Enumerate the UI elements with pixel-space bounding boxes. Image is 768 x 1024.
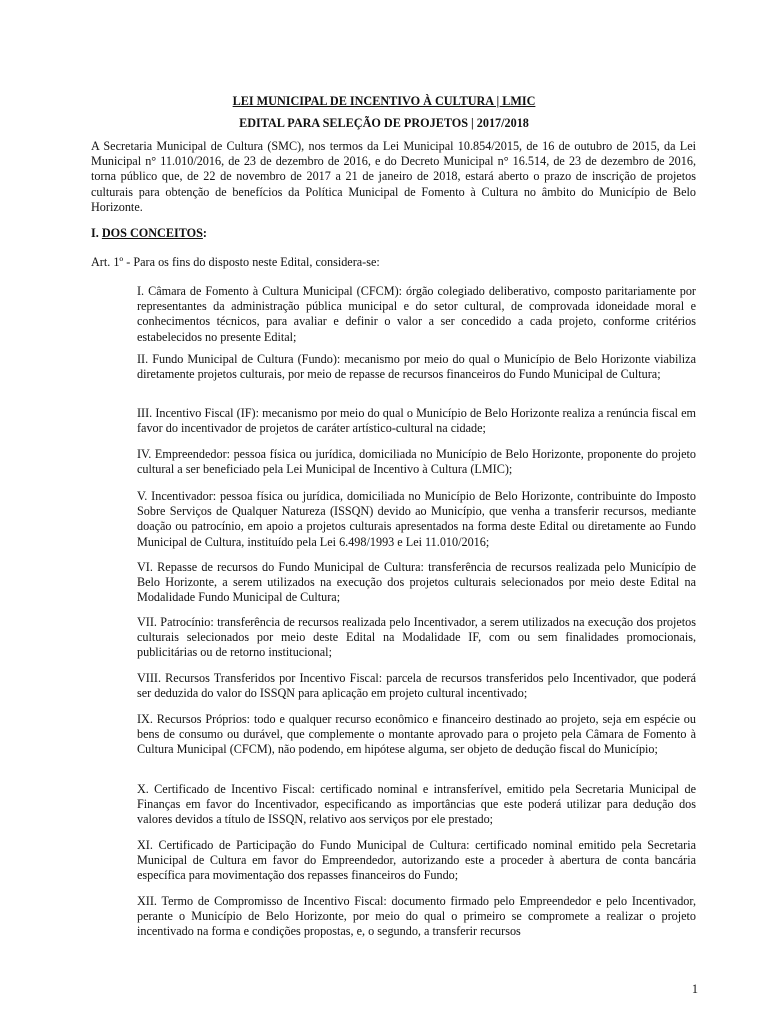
section-title: DOS CONCEITOS [101,226,203,240]
definition-item-8: VIII. Recursos Transferidos por Incentivo Fiscal: parcela de recursos transferidos pelo Incentivador, que poderá ser deduzida do valor do ISSQN para aplicação em projeto cultural incentivado; [137,671,696,701]
article-paragraph: Art. 1º - Para os fins do disposto neste Edital, considera-se: [91,255,380,269]
page-number: 1 [691,982,698,996]
definition-item-2: II. Fundo Municipal de Cultura (Fundo): mecanismo por meio do qual o Município de Belo Horizonte viabiliza diretamente projetos culturais, por meio de repasse de recursos financeiros do Fundo Municipal de Cultura; [137,352,696,382]
section-number: I. [91,226,102,240]
document-subtitle: EDITAL PARA SELEÇÃO DE PROJETOS | 2017/2018 [239,116,529,130]
definition-item-10: X. Certificado de Incentivo Fiscal: certificado nominal e intransferível, emitido pela Secretaria Municipal de Finanças em favor do Incentivador, especificando as importâncias que este poderá utilizar para dedução dos valores devidos a título de ISSQN, relativo aos serviços por ele prestado; [137,782,696,827]
definition-item-12: XII. Termo de Compromisso de Incentivo Fiscal: documento firmado pelo Empreendedor e pelo Incentivador, perante o Município de Belo Horizonte, por meio do qual o primeiro se compromete a realizar o projeto incentivado na forma e condições propostas, e, o segundo, a transferir recursos [137,894,696,939]
definition-item-1: I. Câmara de Fomento à Cultura Municipal (CFCM): órgão colegiado deliberativo, composto paritariamente por representantes da administração pública municipal e do setor cultural, de comprovada idoneidade moral e conhecimentos técnicos, para avaliar e definir o valor a ser concedido a cada projeto, conforme critérios estabelecidos no presente Edital; [137,284,696,344]
section-colon: : [202,226,207,240]
document-title: LEI MUNICIPAL DE INCENTIVO À CULTURA | LMIC [232,94,536,108]
definition-item-5: V. Incentivador: pessoa física ou jurídica, domiciliada no Município de Belo Horizonte, contribuinte do Imposto Sobre Serviços de Qualquer Natureza (ISSQN) devido ao Município, que venha a transferir recursos, mediante doação ou patrocínio, em apoio a projetos culturais apresentados na forma deste Edital ou diretamente ao Fundo Municipal de Cultura, instituído pela Lei 6.498/1993 e Lei 11.010/2016; [137,489,696,549]
definition-item-11: XI. Certificado de Participação do Fundo Municipal de Cultura: certificado nominal emitido pela Secretaria Municipal de Cultura em favor do Empreendedor, autorizando este a proceder à abertura de conta bancária específica para movimentação dos repasses financeiros do Fundo; [137,838,696,883]
section-heading [91,226,207,241]
definition-item-9: IX. Recursos Próprios: todo e qualquer recurso econômico e financeiro destinado ao projeto, seja em espécie ou bens de consumo ou durável, que complemente o montante aprovado para o projeto pela Câmara de Fomento à Cultura Municipal (CFCM), não podendo, em hipótese alguma, ser objeto de dedução fiscal do Município; [137,712,696,757]
intro-paragraph: A Secretaria Municipal de Cultura (SMC), nos termos da Lei Municipal 10.854/2015, de 16 de outubro de 2015, da Lei Municipal n° 11.010/2016, de 23 de dezembro de 2016, e do Decreto Municipal n° 16.514, de 23 de dezembro de 2016, torna público que, de 22 de novembro de 2017 a 21 de janeiro de 2018, estará aberto o prazo de inscrição de projetos culturais para obtenção de benefícios da Política Municipal de Fomento à Cultura no âmbito do Município de Belo Horizonte. [91,139,696,214]
definition-item-4: IV. Empreendedor: pessoa física ou jurídica, domiciliada no Município de Belo Horizonte, proponente do projeto cultural a ser beneficiado pela Lei Municipal de Incentivo à Cultura (LMIC); [137,447,696,477]
definition-item-6: VI. Repasse de recursos do Fundo Municipal de Cultura: transferência de recursos realizada pelo Município de Belo Horizonte, a serem utilizados na execução dos projetos culturais selecionados por meio deste Edital na Modalidade Fundo Municipal de Cultura; [137,560,696,605]
definition-item-7: VII. Patrocínio: transferência de recursos realizada pelo Incentivador, a serem utilizados na execução dos projetos culturais selecionados por meio deste Edital na Modalidade IF, com ou sem finalidades promocionais, publicitárias ou de retorno institucional; [137,615,696,660]
definition-item-3: III. Incentivo Fiscal (IF): mecanismo por meio do qual o Município de Belo Horizonte realiza a renúncia fiscal em favor do incentivador de projetos de caráter artístico-cultural na cidade; [137,406,696,436]
